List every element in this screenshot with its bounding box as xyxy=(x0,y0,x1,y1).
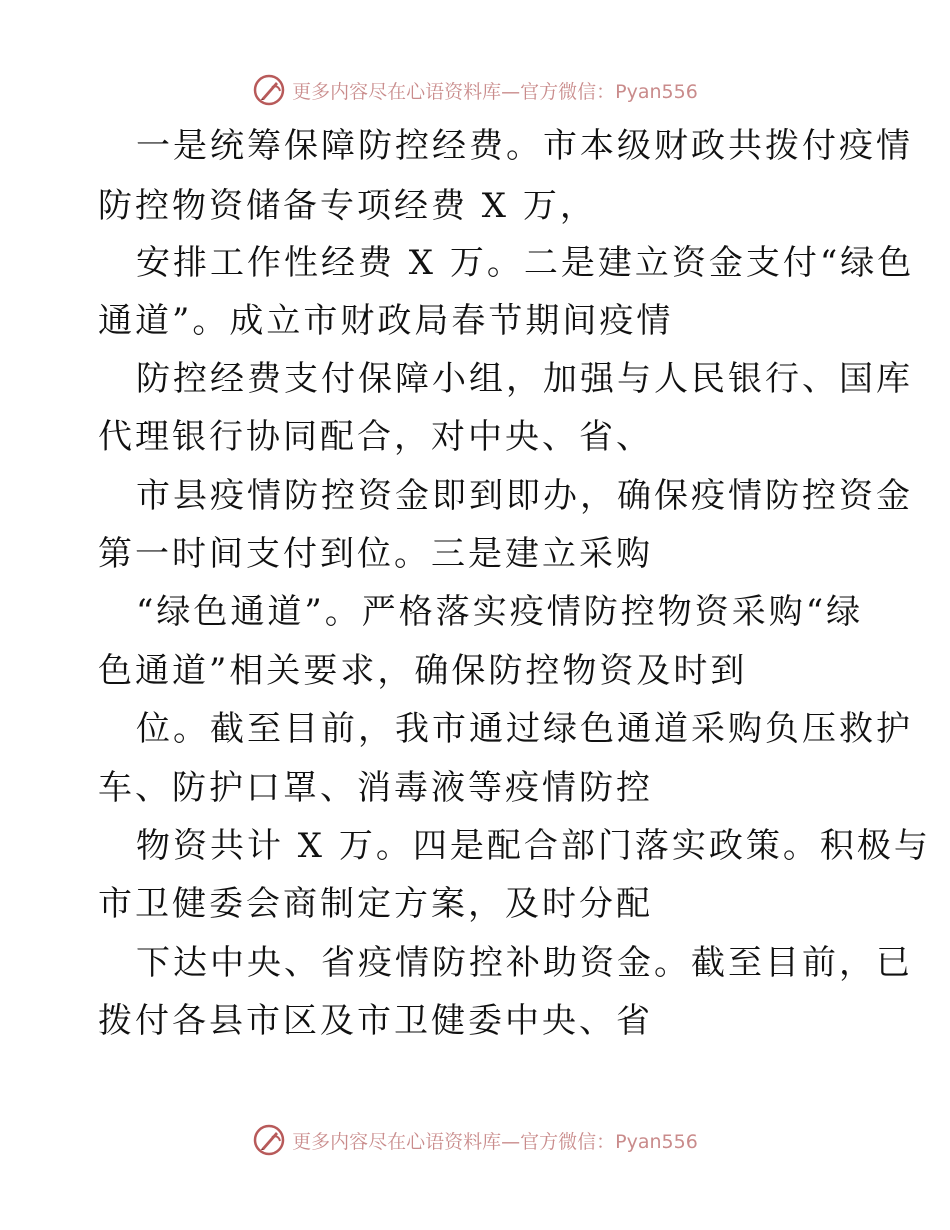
text-line: 防控经费支付保障小组，加强与人民银行、国库 xyxy=(136,359,913,399)
text-line: 安排工作性经费 X 万。二是建立资金支付“绿色 xyxy=(136,243,915,283)
text-line: “绿色通道”。严格落实疫情防控物资采购“绿 xyxy=(136,592,864,632)
text-line: 色通道”相关要求，确保防控物资及时到 xyxy=(98,651,748,691)
text-line: 防控物资储备专项经费 X 万， xyxy=(98,186,597,226)
text-line: 物资共计 X 万。四是配合部门落实政策。积极与 xyxy=(136,826,931,866)
quill-pen-logo-icon xyxy=(252,73,286,107)
text-line: 下达中央、省疫情防控补助资金。截至目前，已 xyxy=(136,943,913,983)
text-line: 代理银行协同配合，对中央、省、 xyxy=(98,417,653,457)
text-line: 一是统筹保障防控经费。市本级财政共拨付疫情 xyxy=(136,126,913,166)
watermark-text: 更多内容尽在心语资料库—官方微信：Pyan556 xyxy=(292,1130,698,1153)
text-line: 车、防护口罩、消毒液等疫情防控 xyxy=(98,768,653,808)
footer-watermark xyxy=(0,1122,950,1158)
header-watermark xyxy=(0,72,950,108)
text-line: 市卫健委会商制定方案，及时分配 xyxy=(98,884,653,924)
text-line: 拨付各县市区及市卫健委中央、省 xyxy=(98,1001,653,1041)
watermark-text: 更多内容尽在心语资料库—官方微信：Pyan556 xyxy=(292,80,698,103)
quill-pen-logo-icon xyxy=(252,1123,286,1157)
text-line: 市县疫情防控资金即到即办，确保疫情防控资金 xyxy=(136,476,913,516)
text-line: 通道”。成立市财政局春节期间疫情 xyxy=(98,301,674,341)
text-line: 位。截至目前，我市通过绿色通道采购负压救护 xyxy=(136,709,913,749)
text-line: 第一时间支付到位。三是建立采购 xyxy=(98,534,653,574)
